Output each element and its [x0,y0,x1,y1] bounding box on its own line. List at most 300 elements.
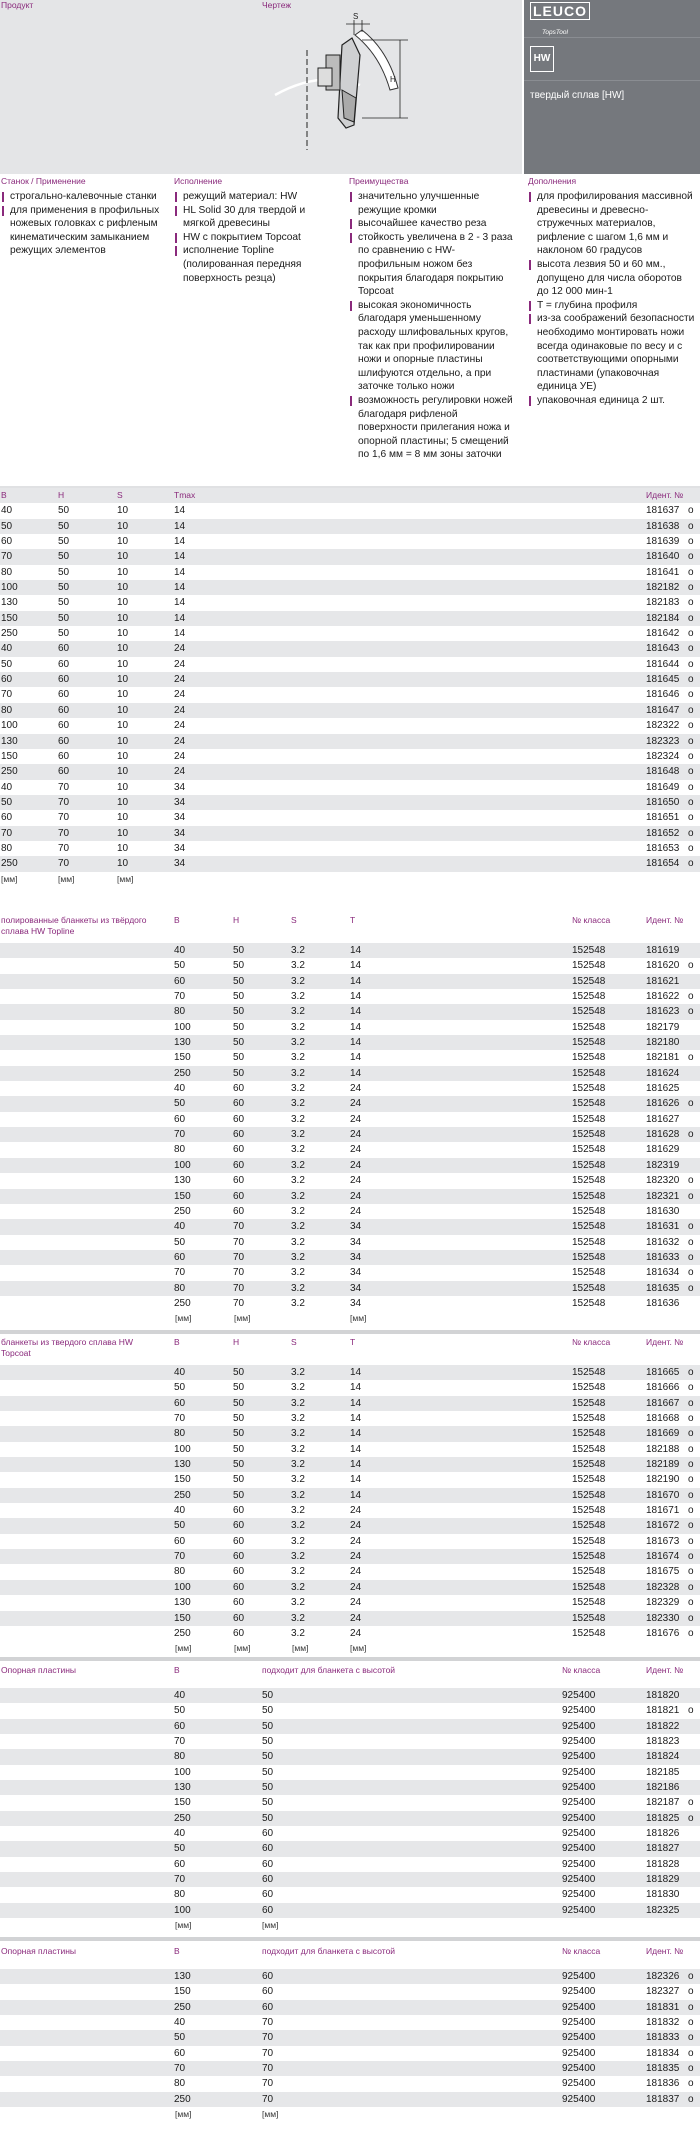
ident-number: 181822 [646,1720,680,1732]
table-cell: 80 [1,566,13,578]
table-row [0,1035,700,1050]
table-cell: 60 [233,1627,245,1639]
table-cell: 14 [174,505,186,517]
table-cell: 80 [174,1889,186,1901]
ident-number: 181645 [646,674,680,686]
col-header: T [350,915,356,925]
table-row [0,1235,700,1250]
table-cell: 50 [233,1037,245,1049]
stock-mark: o [688,1443,694,1455]
stock-mark: o [688,1098,694,1110]
ident-number: 181833 [646,2032,680,2044]
table-cell: 3.2 [291,1205,305,1217]
unit: [мм] [175,2109,192,2120]
table-row [0,580,700,595]
col-header: № класса [572,1337,611,1347]
table-cell: 3.2 [291,1113,305,1125]
table-row [0,1281,700,1296]
table-cell: 24 [174,658,186,670]
table-title: Опорная пластины [1,1665,77,1675]
stock-mark: o [688,1551,694,1563]
col-header: H [58,490,65,500]
table-row [0,974,700,989]
table-row [0,703,700,718]
table-cell: 60 [262,1986,274,1998]
ident-number: 181625 [646,1083,680,1095]
table-header [0,1663,700,1688]
divider [0,1657,700,1661]
table-cell: 925400 [562,2093,596,2105]
table-row [0,1688,700,1703]
stock-mark: o [688,1052,694,1064]
table-title: полированные бланкеты из твёрдого сплава HW Topline [1,915,147,936]
table-cell: 50 [262,1705,274,1717]
stock-mark: o [688,1627,694,1639]
table-row [0,1611,700,1626]
table-cell: 152548 [572,1428,606,1440]
table-cell: 24 [350,1113,362,1125]
stock-mark: o [688,1797,694,1809]
table-cell: 24 [350,1581,362,1593]
table-row [0,1204,700,1219]
table-cell: 152548 [572,1251,606,1263]
feature-item: T = глубина профиля [528,299,696,313]
ident-number: 181622 [646,991,680,1003]
ident-number: 181623 [646,1006,680,1018]
table-cell: 925400 [562,1889,596,1901]
ident-number: 181825 [646,1812,680,1824]
table-cell: 100 [174,1581,191,1593]
stock-mark: o [688,520,694,532]
table-cell: 152548 [572,1612,606,1624]
units-row [0,872,700,886]
table-cell: 152548 [572,1129,606,1141]
table-cell: 130 [174,1782,191,1794]
table-row [0,1081,700,1096]
feature-col-advantages [349,174,514,462]
table-cell: 50 [58,628,70,640]
table-cell: 14 [350,1006,362,1018]
table-cell: 3.2 [291,1037,305,1049]
table-cell: 152548 [572,1006,606,1018]
table-row [0,1811,700,1826]
ident-number: 182319 [646,1159,680,1171]
table-cell: 925400 [562,1766,596,1778]
ident-number: 181635 [646,1282,680,1294]
table-row [0,1749,700,1764]
table-row [0,1826,700,1841]
table-body [0,1969,700,2107]
table-cell: 50 [174,1705,186,1717]
table-cell: 70 [1,827,13,839]
table-cell: 130 [174,1175,191,1187]
table-cell: 70 [58,796,70,808]
stock-mark: o [688,1413,694,1425]
table-cell: 925400 [562,2001,596,2013]
feature-item: стойкость увеличена в 2 - 3 раза по сравнению с HW-профильным ножом без покрытия благодаря покрытию Topcoat [349,231,514,299]
table-cell: 24 [174,720,186,732]
table-cell: 60 [233,1535,245,1547]
table-cell: 70 [58,812,70,824]
table-cell: 14 [174,597,186,609]
table-row [0,2076,700,2091]
table-cell: 60 [174,1251,186,1263]
col-header: № класса [562,1946,601,1956]
table-cell: 60 [58,704,70,716]
table-cell: 70 [262,2047,274,2059]
table-cell: 3.2 [291,1382,305,1394]
table-row [0,1841,700,1856]
table-cell: 152548 [572,1489,606,1501]
table-row [0,1595,700,1610]
table-cell: 80 [174,1144,186,1156]
ident-number: 181636 [646,1297,680,1309]
table-cell: 50 [58,566,70,578]
table-cell: 24 [350,1098,362,1110]
table-cell: 60 [58,658,70,670]
table-row [0,1004,700,1019]
stock-mark: o [688,551,694,563]
table-cell: 24 [350,1190,362,1202]
ident-number: 181834 [646,2047,680,2059]
table-row [0,826,700,841]
table-cell: 3.2 [291,1251,305,1263]
table-row [0,1442,700,1457]
table-cell: 925400 [562,1736,596,1748]
table-cell: 40 [1,505,13,517]
table-cell: 10 [117,674,129,686]
table-cell: 10 [117,658,129,670]
ident-number: 181670 [646,1489,680,1501]
table-cell: 14 [350,1428,362,1440]
table-cell: 80 [174,1566,186,1578]
ident-number: 181634 [646,1267,680,1279]
ident-number: 181629 [646,1144,680,1156]
stock-mark: o [688,2063,694,2075]
table-cell: 3.2 [291,1520,305,1532]
ident-number: 181668 [646,1413,680,1425]
table-cell: 150 [174,1797,191,1809]
feature-col-title: Дополнения [528,176,577,186]
table-row [0,2015,700,2030]
stock-mark: o [688,1566,694,1578]
col-header: подходит для бланкета с высотой [262,1946,396,1956]
table-cell: 100 [174,1021,191,1033]
table-cell: 14 [350,1413,362,1425]
table-cell: 60 [233,1129,245,1141]
stock-mark: o [688,827,694,839]
table-cell: 70 [58,827,70,839]
table-cell: 14 [174,566,186,578]
table-cell: 925400 [562,1874,596,1886]
ident-number: 181821 [646,1705,680,1717]
table-cell: 10 [117,689,129,701]
table-cell: 50 [58,597,70,609]
table-cell: 60 [262,1971,274,1982]
table-header [0,913,700,943]
table-cell: 24 [174,750,186,762]
table-cell: 925400 [562,1843,596,1855]
table-header [0,1944,700,1969]
col-header: Идент. № [646,1337,684,1347]
table-cell: 80 [1,704,13,716]
table-cell: 50 [262,1782,274,1794]
table-cell: 3.2 [291,1367,305,1378]
table-cell: 34 [174,796,186,808]
table-row [0,718,700,733]
table-cell: 40 [174,2017,186,2029]
table-cell: 60 [233,1597,245,1609]
ident-number: 181667 [646,1397,680,1409]
table-cell: 925400 [562,1705,596,1717]
dim-h: H [390,75,396,84]
table-cell: 10 [117,704,129,716]
table-cell: 3.2 [291,1612,305,1624]
table-cell: 10 [117,520,129,532]
ident-number: 181631 [646,1221,680,1233]
ident-number: 181639 [646,536,680,548]
col-header: H [233,1337,240,1347]
table-cell: 24 [350,1083,362,1095]
stock-mark: o [688,1190,694,1202]
stock-mark: o [688,2078,694,2090]
table-cell: 70 [174,1874,186,1886]
table-cell: 14 [350,1021,362,1033]
table-cell: 152548 [572,1297,606,1309]
table-cell: 925400 [562,1720,596,1732]
table-cell: 60 [1,812,13,824]
table-cell: 100 [174,1443,191,1455]
ident-number: 181650 [646,796,680,808]
table-cell: 50 [262,1720,274,1732]
table-cell: 60 [262,1828,274,1840]
feature-item: высота лезвия 50 и 60 мм., допущено для числа оборотов до 12 000 мин-1 [528,258,696,299]
ident-number: 181673 [646,1535,680,1547]
table-cell: 50 [174,1098,186,1110]
table-cell: 10 [117,750,129,762]
table-cell: 50 [233,1413,245,1425]
table-title: Опорная пластины [1,1946,77,1956]
table-cell: 80 [174,1751,186,1763]
table-row [0,1765,700,1780]
table-cell: 70 [1,551,13,563]
table-row [0,549,700,564]
ident-number: 181648 [646,766,680,778]
table-cell: 70 [233,1282,245,1294]
table-cell: 24 [350,1129,362,1141]
col-header: S [117,490,123,500]
table-cell: 34 [350,1282,362,1294]
feature-item: HW с покрытием Topcoat [174,231,339,245]
table-cell: 250 [174,1297,191,1309]
table-row [0,1296,700,1311]
table-cell: 60 [58,643,70,655]
ident-number: 181675 [646,1566,680,1578]
stock-mark: o [688,2047,694,2059]
divider [0,1330,700,1334]
table-cell: 152548 [572,1175,606,1187]
ident-number: 181824 [646,1751,680,1763]
col-header: № класса [562,1665,601,1675]
table-cell: 14 [174,582,186,594]
table-cell: 3.2 [291,1190,305,1202]
stock-mark: o [688,612,694,624]
table-row [0,1158,700,1173]
material-text: твердый сплав [HW] [530,90,625,101]
table-cell: 34 [350,1297,362,1309]
ident-number: 181837 [646,2093,680,2105]
table-cell: 60 [233,1098,245,1110]
table-row [0,810,700,825]
table-row [0,1112,700,1127]
ident-number: 181826 [646,1828,680,1840]
unit: [мм] [58,873,75,884]
table-cell: 70 [174,1129,186,1141]
table-cell: 24 [350,1159,362,1171]
stock-mark: o [688,858,694,870]
header-panel [0,0,522,174]
table-cell: 50 [262,1736,274,1748]
table-cell: 3.2 [291,1175,305,1187]
table-cell: 60 [262,2001,274,2013]
stock-mark: o [688,1251,694,1263]
stock-mark: o [688,1705,694,1717]
stock-mark: o [688,1006,694,1018]
table-row [0,989,700,1004]
table-row [0,1903,700,1918]
table-cell: 60 [174,1858,186,1870]
stock-mark: o [688,2032,694,2044]
table-cell: 14 [174,520,186,532]
ident-number: 182186 [646,1782,680,1794]
ident-number: 181665 [646,1367,680,1378]
table-cell: 60 [58,766,70,778]
table-cell: 60 [1,674,13,686]
ident-number: 181820 [646,1690,680,1701]
table-cell: 50 [233,1428,245,1440]
table-cell: 152548 [572,1597,606,1609]
stock-mark: o [688,658,694,670]
table-cell: 70 [174,991,186,1003]
stock-mark: o [688,689,694,701]
table-cell: 3.2 [291,1144,305,1156]
table-cell: 14 [350,991,362,1003]
col-header: Идент. № [646,915,684,925]
col-header: B [174,1665,180,1675]
table-cell: 60 [174,1397,186,1409]
ident-number: 182183 [646,597,680,609]
table-cell: 152548 [572,975,606,987]
table-cell: 925400 [562,2047,596,2059]
table-cell: 3.2 [291,1236,305,1248]
table-cell: 10 [117,597,129,609]
stock-mark: o [688,766,694,778]
ident-number: 182187 [646,1797,680,1809]
table-cell: 10 [117,536,129,548]
table-row [0,1020,700,1035]
table-cell: 50 [58,612,70,624]
ident-number: 182180 [646,1037,680,1049]
col-header: S [291,1337,297,1347]
ident-number: 181836 [646,2078,680,2090]
table-cell: 60 [262,1874,274,1886]
table-row [0,1564,700,1579]
feature-col-application [1,174,166,258]
table-cell: 14 [350,1037,362,1049]
table-cell: 80 [174,1282,186,1294]
ident-number: 181653 [646,842,680,854]
unit: [мм] [175,1920,192,1931]
table-cell: 14 [350,1052,362,1064]
stock-mark: o [688,1505,694,1517]
table-cell: 3.2 [291,1098,305,1110]
table-cell: 10 [117,842,129,854]
table-cell: 250 [1,858,18,870]
table-row [0,1719,700,1734]
table-cell: 70 [1,689,13,701]
unit: [мм] [234,1643,251,1654]
table-cell: 152548 [572,1159,606,1171]
table-row [0,1780,700,1795]
table-cell: 152548 [572,1236,606,1248]
col-header: T [350,1337,356,1347]
ident-number: 181831 [646,2001,680,2013]
hw-material-icon: HW [530,46,554,72]
table-cell: 24 [350,1144,362,1156]
ident-number: 182179 [646,1021,680,1033]
stock-mark: o [688,1489,694,1501]
feature-item: строгально-калевочные станки [1,190,166,204]
table-cell: 60 [174,975,186,987]
table-cell: 50 [174,2032,186,2044]
feature-item: HL Solid 30 для твердой и мягкой древесины [174,204,339,231]
table-cell: 50 [233,991,245,1003]
table-cell: 14 [350,1474,362,1486]
table-cell: 34 [174,812,186,824]
table-cell: 14 [350,1367,362,1378]
table-cell: 50 [58,536,70,548]
table-cell: 70 [262,2063,274,2075]
table-cell: 250 [1,628,18,640]
stock-mark: o [688,704,694,716]
table-row [0,1488,700,1503]
table-cell: 80 [174,1428,186,1440]
table-cell: 40 [174,945,186,956]
stock-mark: o [688,1428,694,1440]
ident-number: 181626 [646,1098,680,1110]
table-cell: 70 [58,781,70,793]
leuco-logo [530,2,592,36]
ident-number: 182189 [646,1459,680,1471]
table-cell: 925400 [562,2032,596,2044]
table-cell: 152548 [572,1021,606,1033]
stock-mark: o [688,2017,694,2029]
col-header: B [174,915,180,925]
table-cell: 60 [262,1843,274,1855]
header [0,0,700,174]
topline-table [0,913,700,1325]
ident-number: 181666 [646,1382,680,1394]
table-row [0,672,700,687]
unit: [мм] [262,1920,279,1931]
ident-number: 181630 [646,1205,680,1217]
ident-number: 182323 [646,735,680,747]
table-row [0,1127,700,1142]
stock-mark: o [688,505,694,517]
ident-number: 181835 [646,2063,680,2075]
table-cell: 60 [58,720,70,732]
ident-number: 181638 [646,520,680,532]
